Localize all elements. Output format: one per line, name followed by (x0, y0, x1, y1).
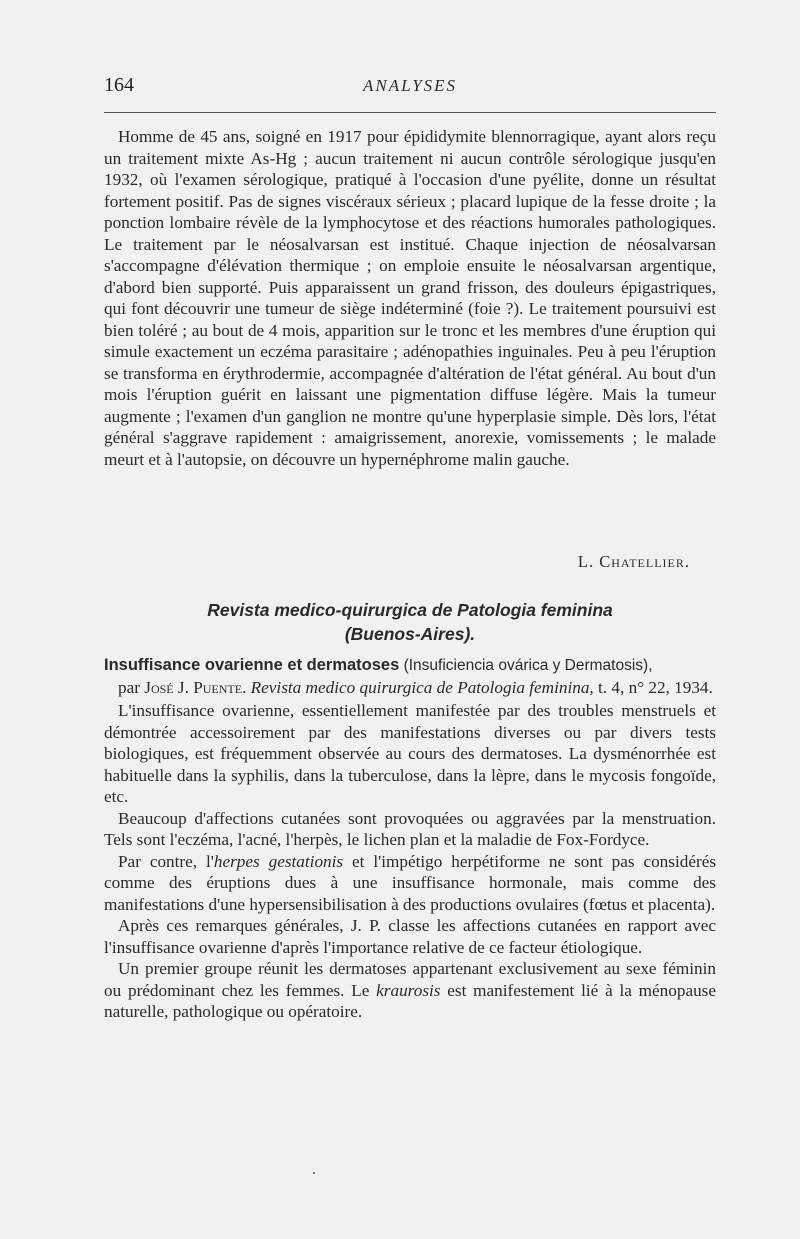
article-paragraph-1: L'insuffisance ovarienne, essentiellement manifestée par des troubles menstruels et démontrée accessoirement par des manifestations diverses ou par divers tests biologiques, est fréquemment observée au cours des dermatoses. La dysménorrhée est habituelle dans la syphilis, dans la tuberculose, dans la lèpre, dans le mycosis fongoïde, etc. (104, 701, 716, 806)
article-paragraph-3 (104, 851, 716, 916)
article-paragraph-2: Beaucoup d'affections cutanées sont provoquées ou aggravées par la menstruation. Tels sont l'eczéma, l'acné, l'herpès, le lichen plan et la maladie de Fox-Fordyce. (104, 808, 716, 849)
article-title: Insuffisance ovarienne et dermatoses (104, 656, 400, 674)
para3-pre: Par contre, l' (118, 851, 214, 871)
print-speck (313, 1172, 315, 1174)
article-journal-ref: Revista medico quirurgica de Patologia feminina, (250, 677, 594, 697)
case-report-paragraph: Homme de 45 ans, soigné en 1917 pour épididymite blennorragique, ayant alors reçu un traitement mixte As-Hg ; aucun traitement ni aucun contrôle sérologique jusqu'en 1932, où l'examen sérologique, pratiqué à l'occasion d'une pyélite, donne un résultat fortement positif. Pas de signes viscéraux sérieux ; placard lupique de la fesse droite ; la ponction lombaire révèle de la lymphocytose et des réactions humorales pathologiques. Le traitement par le néosalvarsan est institué. Chaque injection de néosalvarsan s'accompagne d'élévation thermique ; on emploie ensuite le néosalvarsan argentique, d'abord bien supporté. Puis apparaissent un grand frisson, des douleurs épigastriques, qui font découvrir une tumeur de siège indéterminé (foie ?). Le traitement poursuivi est bien toléré ; au bout de 4 mois, apparition sur le tronc et les membres d'une éruption qui simule exactement un eczéma parasitaire ; adénopathies inguinales. Peu à peu l'éruption se transforma en érythrodermie, accompagnée d'altération de l'état général. Au bout d'un mois l'éruption guérit en laissant une pigmentation diffuse légère. Mais la tumeur augmente ; l'examen d'un ganglion ne montre qu'une hyperplasie simple. Dès lors, l'état général s'aggrave rapidement : amaigrissement, anorexie, vomissements ; le malade meurt et à l'autopsie, on découvre un hypernéphrome malin gauche. (104, 127, 716, 469)
article (104, 654, 716, 1023)
signature (578, 552, 690, 572)
para3-italic: herpes gestationis (213, 851, 344, 871)
journal-title (104, 598, 716, 646)
page-header (104, 74, 716, 104)
page-number: 164 (104, 74, 134, 96)
signature-initial: L. (577, 552, 595, 571)
article-volume: t. 4, (598, 677, 625, 697)
article-paragraph-5 (104, 958, 716, 1023)
article-by: par (118, 677, 140, 697)
journal-title-line-2: (Buenos-Aires). (344, 624, 476, 644)
article-author: José J. Puente. (144, 677, 247, 697)
para5-pre: Un premier groupe réunit les dermatoses appartenant exclusivement au sexe féminin ou prédominant chez les femmes. Le (104, 959, 716, 1000)
signature-name: Chatellier. (599, 552, 690, 571)
para5-post: est manifestement lié à la ménopause naturelle, pathologique ou opératoire. (104, 980, 716, 1021)
running-head: ANALYSES (362, 76, 458, 95)
article-paragraph-4: Après ces remarques générales, J. P. classe les affections cutanées en rapport avec l'insuffisance ovarienne d'après l'importance relative de ce facteur étiologique. (104, 916, 716, 957)
journal-title-line-1: Revista medico-quirurgica de Patologia feminina (207, 600, 613, 620)
article-original-title: (Insuficiencia ovárica y Dermatosis), (403, 657, 653, 674)
para3-rest: et l'impétigo herpétiforme ne sont pas considérés comme des éruptions dues à une insuffisance hormonale, mais comme des manifestations d'une hypersensibilisation à des productions ovulaires (fœtus et placenta). (104, 851, 717, 914)
para5-italic: kraurosis (376, 980, 441, 1000)
case-report (104, 126, 716, 470)
article-issue: n° 22, 1934. (628, 677, 713, 697)
article-heading (104, 654, 716, 698)
article-citation (104, 677, 716, 699)
header-rule (104, 112, 716, 113)
